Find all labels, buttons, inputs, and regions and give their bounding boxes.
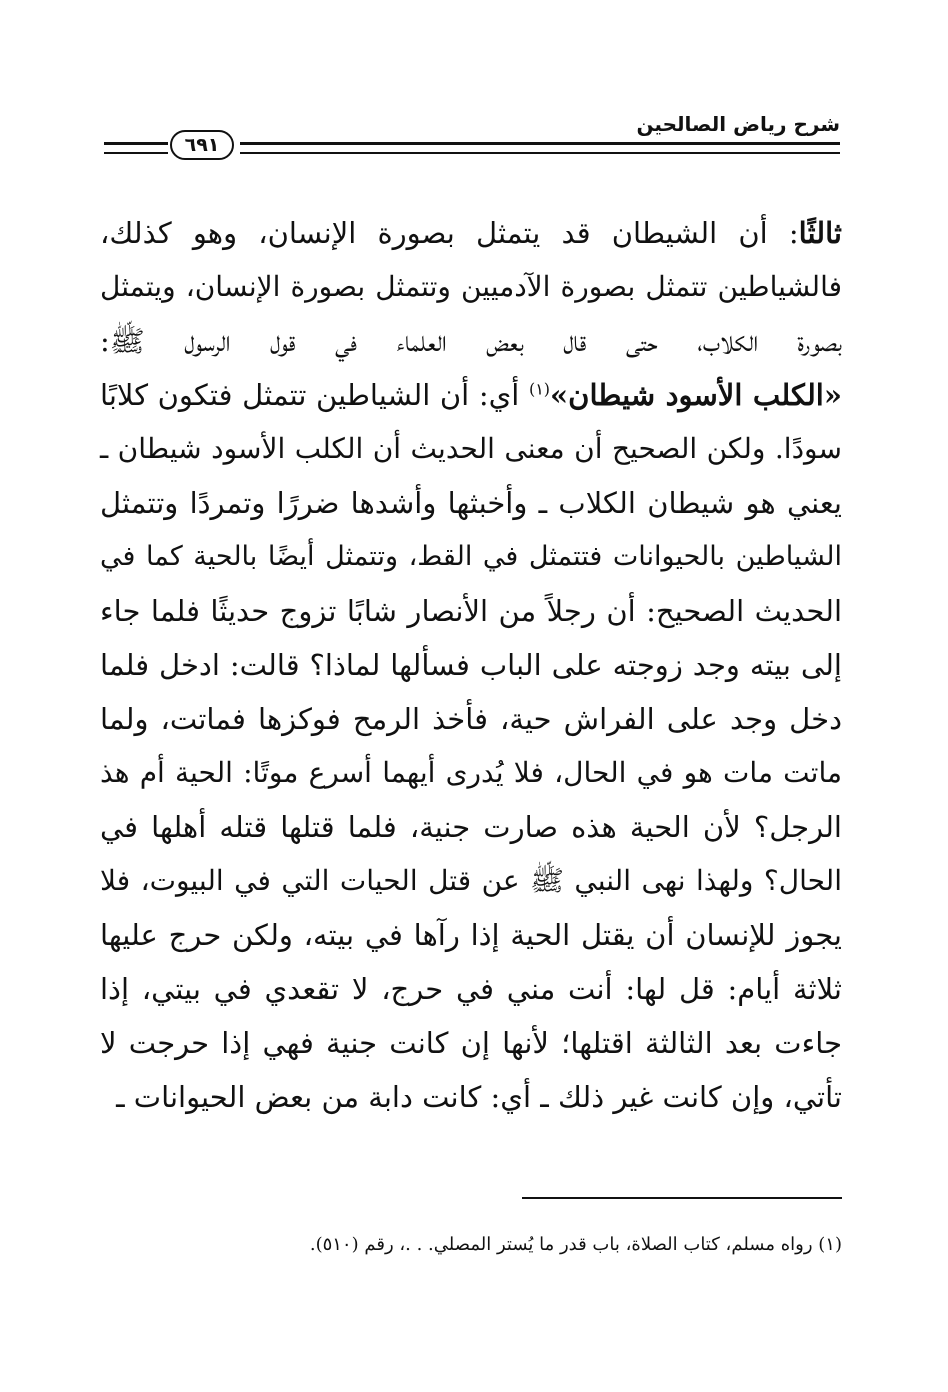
text-line — [100, 800, 842, 854]
text-line — [100, 422, 842, 476]
line-text: الرجل؟ لأن الحية هذه صارت جنية، فلما قتلها قتله أهلها في — [100, 810, 842, 844]
header-rule-left — [104, 142, 168, 154]
text-line — [100, 692, 842, 746]
page-number: ٦٩١ — [170, 130, 234, 160]
line-text: : أن الشيطان قد يتمثل بصورة الإنسان، وهو كذلك، — [100, 216, 799, 250]
line-text: الحديث الصحيح: أن رجلاً من الأنصار شابًا تزوج حديثًا فلما جاء — [100, 594, 843, 628]
hadith-quote: «الكلب الأسود شيطان» — [550, 378, 842, 412]
text-line — [100, 854, 842, 908]
text-line — [100, 638, 842, 692]
text-line — [100, 584, 842, 638]
line-text: ماتت مات هو في الحال، فلا يُدرى أيهما أسرع موتًا: الحية أم هذ — [100, 756, 842, 789]
text-line — [100, 260, 842, 314]
text-line — [100, 1016, 842, 1070]
text-line — [100, 314, 842, 368]
header-rule-right — [240, 142, 840, 154]
text-line — [100, 746, 842, 800]
line-text: فالشياطين تتمثل بصورة الآدميين وتتمثل بصورة الإنسان، ويتمثل — [100, 270, 842, 303]
line-text: دخل وجد على الفراش حية، فأخذ الرمح فوكزها فماتت، ولما — [100, 702, 842, 736]
body-text — [100, 206, 842, 1124]
running-title: شرح رياض الصالحين — [636, 112, 840, 136]
text-line — [100, 530, 842, 584]
footnote-text: رواه مسلم، كتاب الصلاة، باب قدر ما يُستر المصلي. . .، رقم (٥١٠). — [309, 1234, 813, 1255]
line-text: أي: أن الشياطين تتمثل فتكون كلابًا — [100, 378, 529, 412]
line-text: سودًا. ولكن الصحيح أن معنى الحديث أن الكلب الأسود شيطان ـ — [100, 432, 842, 465]
lead-bold: ثالثًا — [798, 216, 842, 250]
footnote-number: (١) — [818, 1234, 842, 1255]
line-text: تأتي، وإن كانت غير ذلك ـ أي: كانت دابة من بعض الحيوانات ـ — [116, 1080, 842, 1114]
line-text: الشياطين بالحيوانات فتتمثل في القط، وتتمثل أيضًا بالحية كما في — [100, 541, 842, 572]
footnote — [100, 1234, 842, 1255]
text-line — [100, 368, 842, 422]
line-text: ثلاثة أيام: قل لها: أنت مني في حرج، لا تقعدي في بيتي، إذا — [100, 972, 842, 1006]
line-text: يجوز للإنسان أن يقتل الحية إذا رآها في بيته، ولكن حرج عليها — [100, 918, 842, 952]
line-text: جاءت بعد الثالثة اقتلها؛ لأنها إن كانت جنية فهي إذا حرجت لا — [100, 1026, 842, 1060]
text-line — [100, 908, 842, 962]
footnote-marker: (١) — [528, 379, 551, 399]
line-text: بصورة الكلاب، حتى قال بعض العلماء في قول الرسول ﷺ: — [100, 324, 842, 358]
text-line — [100, 206, 842, 260]
text-line — [100, 962, 842, 1016]
line-text: إلى بيته وجد زوجته على الباب فسألها لماذا؟ قالت: ادخل فلما — [100, 648, 842, 682]
line-text: يعني هو شيطان الكلاب ـ وأخبثها وأشدها ضررًا وتمردًا وتتمثل — [100, 486, 842, 520]
footnote-rule — [522, 1197, 842, 1199]
text-line — [100, 1070, 842, 1124]
line-text: الحال؟ ولهذا نهى النبي ﷺ عن قتل الحيات التي في البيوت، فلا — [100, 864, 842, 897]
text-line — [100, 476, 842, 530]
